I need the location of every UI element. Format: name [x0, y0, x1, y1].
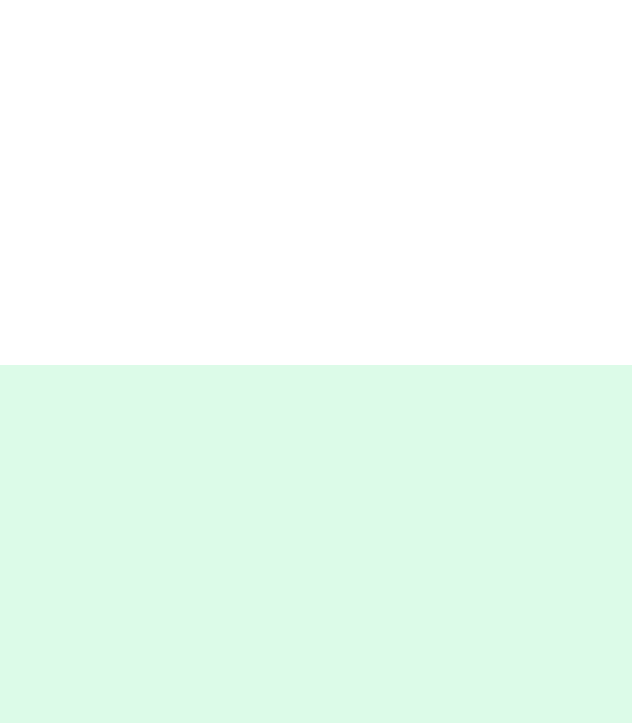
answer-panel	[0, 365, 632, 723]
